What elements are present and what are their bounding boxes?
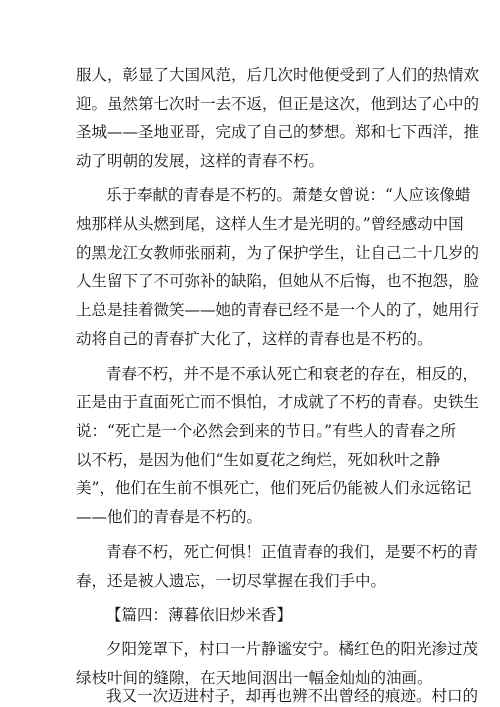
text-line: 迎。虽然第七次时一去不返，但正是这次，他到达了心中的 [76, 95, 480, 113]
text-line: 青春不朽，并不是不承认死亡和衰老的存在，相反的， [106, 365, 479, 383]
text-line: 春，还是被人遗忘，一切尽掌握在我们手中。 [76, 572, 387, 590]
text-line: 说：“死亡是一个必然会到来的节日。”有些人的青春之所 [76, 422, 457, 440]
text-line: 圣城——圣地亚哥，完成了自己的梦想。郑和七下西洋，推 [76, 123, 480, 141]
section-heading: 【篇四：薄暮依旧炒米香】 [106, 606, 293, 624]
text-line: 动将自己的青春扩大化了，这样的青春也是不朽的。 [76, 330, 433, 348]
text-line: 上总是挂着微笑——她的青春已经不是一个人的了，她用行 [76, 301, 480, 319]
text-line: 绿枝叶间的缝隙，在天地间洇出一幅金灿灿的油画。 [76, 669, 433, 687]
text-line: 人生留下了不可弥补的缺陷，但她从不后悔，也不抱怨，脸 [76, 272, 480, 290]
text-line: 夕阳笼罩下，村口一片静谧安宁。橘红色的阳光渗过茂 [106, 640, 479, 658]
text-line: 我又一次迈进村子，却再也辨不出曾经的痕迹。村口的 [106, 687, 479, 705]
text-line: 乐于奉献的青春是不朽的。萧楚女曾说：“人应该像蜡 [106, 186, 471, 204]
text-line: ——他们的青春是不朽的。 [76, 508, 263, 526]
text-line: 青春不朽，死亡何惧！正值青春的我们，是要不朽的青 [106, 543, 479, 561]
text-line: 正是由于直面死亡而不惧怕，才成就了不朽的青春。史铁生 [76, 393, 480, 411]
text-line: 美”，他们在生前不惧死亡，他们死后仍能被人们永远铭记 [76, 479, 472, 497]
text-line: 服人，彰显了大国风范，后几次时他便受到了人们的热情欢 [76, 66, 480, 84]
text-line: 动了明朝的发展，这样的青春不朽。 [76, 152, 325, 170]
text-line: 以不朽，是因为他们“生如夏花之绚烂，死如秋叶之静 [76, 451, 441, 469]
text-line: 的黑龙江女教师张丽莉，为了保护学生，让自己二十几岁的 [76, 244, 480, 262]
text-line: 烛那样从头燃到尾，这样人生才是光明的。”曾经感动中国 [76, 215, 464, 233]
